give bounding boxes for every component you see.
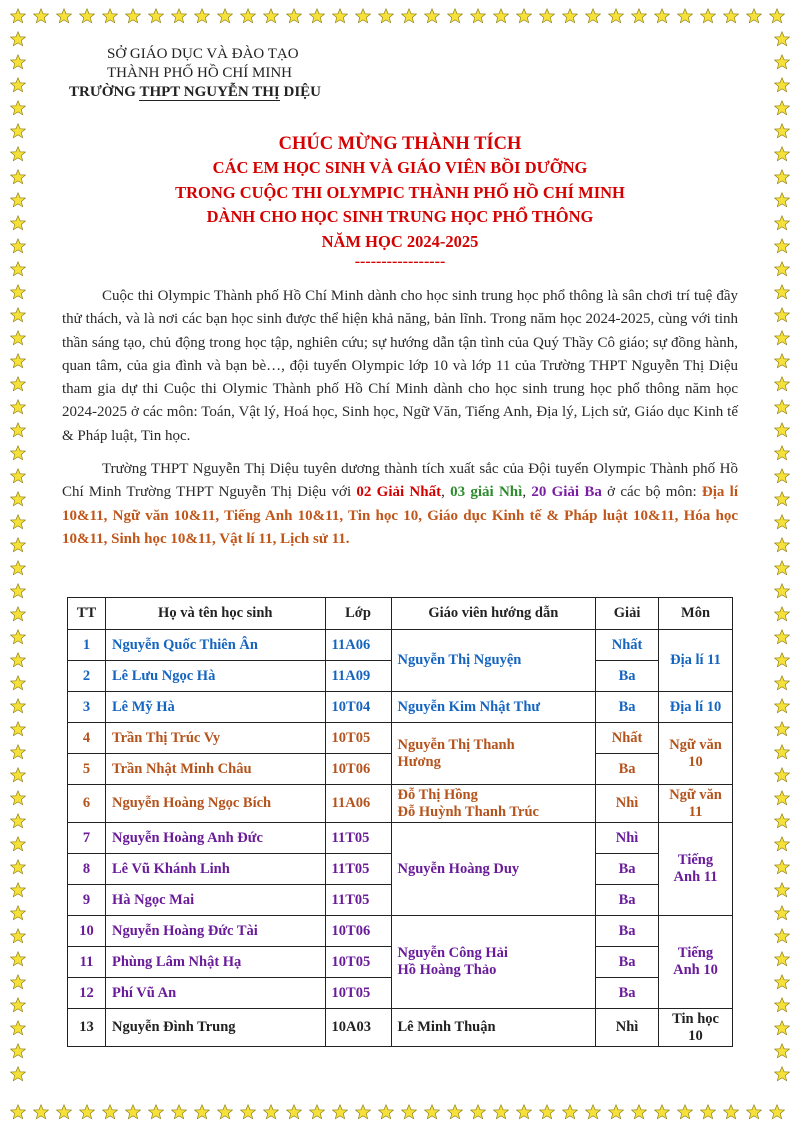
cell-tt: 7: [68, 823, 106, 854]
cell-subject: [659, 823, 733, 916]
star-icon: [516, 1104, 532, 1120]
star-icon: [10, 790, 26, 806]
title-line-2: CÁC EM HỌC SINH VÀ GIÁO VIÊN BỒI DƯỠNG: [212, 158, 588, 177]
star-icon: [240, 8, 256, 24]
star-icon: [10, 1104, 26, 1120]
header-subject: Môn: [659, 598, 733, 630]
star-icon: [774, 491, 790, 507]
cell-subject: Địa lí 11: [659, 630, 733, 692]
star-icon: [774, 284, 790, 300]
star-icon: [10, 1043, 26, 1059]
title-line-4: DÀNH CHO HỌC SINH TRUNG HỌC PHỔ THÔNG: [206, 207, 594, 226]
star-icon: [10, 928, 26, 944]
table-row: [68, 630, 733, 661]
cell-prize: Nhất: [596, 630, 659, 661]
cell-prize: Nhì: [596, 823, 659, 854]
star-icon: [10, 54, 26, 70]
star-icon: [769, 8, 785, 24]
cell-student-name: Lê Mỹ Hà: [105, 692, 325, 723]
title-line-5: NĂM HỌC 2024-2025: [321, 231, 479, 251]
star-icon: [585, 8, 601, 24]
subject-line: Anh 10: [673, 962, 718, 978]
cell-tt: 6: [68, 785, 106, 823]
star-icon: [10, 261, 26, 277]
star-icon: [10, 744, 26, 760]
star-icon: [700, 1104, 716, 1120]
star-icon: [562, 1104, 578, 1120]
cell-class: 10T04: [325, 692, 391, 723]
star-icon: [10, 169, 26, 185]
cell-student-name: Lê Lưu Ngọc Hà: [105, 661, 325, 692]
star-icon: [10, 445, 26, 461]
teacher-line: Nguyễn Công Hải: [397, 945, 508, 961]
cell-prize: Nhì: [596, 1009, 659, 1047]
cell-class: 11T05: [325, 885, 391, 916]
star-icon: [774, 997, 790, 1013]
star-icon: [774, 767, 790, 783]
cell-student-name: Hà Ngọc Mai: [105, 885, 325, 916]
star-icon: [470, 8, 486, 24]
star-icon: [10, 675, 26, 691]
subject-line: Tiếng: [677, 852, 714, 868]
cell-prize: Ba: [596, 916, 659, 947]
star-icon: [10, 330, 26, 346]
star-icon: [774, 744, 790, 760]
cell-class: 11A06: [325, 785, 391, 823]
star-icon: [194, 8, 210, 24]
cell-subject: Địa lí 10: [659, 692, 733, 723]
star-icon: [774, 31, 790, 47]
star-icon: [309, 8, 325, 24]
star-icon: [774, 905, 790, 921]
letterhead: [69, 45, 738, 102]
star-icon: [79, 8, 95, 24]
star-icon: [10, 31, 26, 47]
star-icon: [10, 606, 26, 622]
star-icon: [769, 1104, 785, 1120]
star-icon: [10, 284, 26, 300]
cell-student-name: Phí Vũ An: [105, 978, 325, 1009]
star-icon: [774, 146, 790, 162]
star-icon: [286, 8, 302, 24]
star-icon: [10, 238, 26, 254]
star-icon: [608, 1104, 624, 1120]
commendation-text: Trường THPT Nguyễn Thị Diệu tuyên dương thành tích xuất sắc của Đội tuyển Olympic Thành phố Hồ Chí Minh Trường THPT Nguyễn Thị Diệu với: [62, 461, 738, 501]
cell-student-name: Lê Vũ Khánh Linh: [105, 854, 325, 885]
star-icon: [10, 8, 26, 24]
star-icon: [10, 77, 26, 93]
star-icon: [774, 652, 790, 668]
star-icon: [447, 1104, 463, 1120]
star-icon: [774, 859, 790, 875]
cell-prize: Ba: [596, 885, 659, 916]
star-icon: [746, 1104, 762, 1120]
star-icon: [10, 813, 26, 829]
cell-teacher: [391, 723, 596, 785]
cell-class: 11A09: [325, 661, 391, 692]
star-icon: [355, 1104, 371, 1120]
teacher-line: Đỗ Huỳnh Thanh Trúc: [397, 803, 539, 820]
star-icon: [539, 1104, 555, 1120]
star-icon: [10, 951, 26, 967]
star-icon: [774, 192, 790, 208]
star-icon: [10, 422, 26, 438]
star-icon: [33, 1104, 49, 1120]
star-icon: [774, 928, 790, 944]
star-icon: [774, 514, 790, 530]
cell-student-name: Nguyễn Hoàng Đức Tài: [105, 916, 325, 947]
star-icon: [10, 215, 26, 231]
cell-student-name: Trần Nhật Minh Châu: [105, 754, 325, 785]
cell-tt: 4: [68, 723, 106, 754]
cell-teacher: Nguyễn Kim Nhật Thư: [391, 692, 596, 723]
star-icon: [378, 8, 394, 24]
subject-line: 10: [688, 753, 703, 770]
star-icon: [677, 1104, 693, 1120]
second-prize-count: 03 giải Nhì: [450, 484, 523, 501]
star-icon: [10, 537, 26, 553]
commendation-text-2: ở các bộ môn:: [601, 484, 702, 501]
star-icon: [774, 951, 790, 967]
intro-paragraph: Cuộc thi Olympic Thành phố Hồ Chí Minh dành cho học sinh trung học phổ thông là sân chơi trí tuệ đầy thử thách, và là nơi các bạn học sinh được thể hiện khả năng, bản lĩnh. Trong năm học 2024-2025, cùng với tinh thần sáng tạo, chủ động trong học tập, nghiên cứu; sự hướng dẫn tận tình của Quý Thầy Cô giáo; sự đồng hành, quan tâm, của gia đình và bạn bè…, đội tuyển Olympic lớp 10 và lớp 11 của Trường THPT Nguyễn Thị Diệu tham gia dự thi Cuộc thi Olymic Thành phố Hồ Chí Minh dành cho học sinh trung học phổ thông năm học 2024-2025 ở các môn: Toán, Vật lý, Hoá học, Sinh học, Ngữ Văn, Tiếng Anh, Địa lý, Lịch sử, Giáo dục Kinh tế & Pháp luật, Tin học.: [62, 288, 738, 444]
city-name: THÀNH PHỐ HỒ CHÍ MINH: [107, 65, 292, 81]
cell-student-name: Nguyễn Hoàng Ngọc Bích: [105, 785, 325, 823]
star-icon: [332, 8, 348, 24]
star-icon: [774, 422, 790, 438]
cell-prize: Ba: [596, 854, 659, 885]
star-icon: [10, 859, 26, 875]
star-icon: [10, 1020, 26, 1036]
star-icon: [774, 882, 790, 898]
cell-class: 10T05: [325, 978, 391, 1009]
cell-prize: Nhì: [596, 785, 659, 823]
star-icon: [10, 882, 26, 898]
star-icon: [10, 514, 26, 530]
cell-class: 10T05: [325, 947, 391, 978]
cell-tt: 2: [68, 661, 106, 692]
star-icon: [723, 1104, 739, 1120]
sep-2: ,: [522, 484, 532, 501]
table-row: [68, 785, 733, 823]
teacher-line: Đỗ Thị Hồng: [397, 786, 478, 803]
star-icon: [774, 606, 790, 622]
star-icon: [10, 652, 26, 668]
star-icon: [10, 307, 26, 323]
school-name: [69, 83, 738, 102]
star-icon: [10, 836, 26, 852]
title-line-1: CHÚC MỪNG THÀNH TÍCH: [278, 134, 522, 154]
star-icon: [148, 1104, 164, 1120]
cell-tt: 8: [68, 854, 106, 885]
star-icon: [774, 721, 790, 737]
star-icon: [10, 583, 26, 599]
subject-line: Tin học: [672, 1010, 719, 1027]
star-icon: [774, 54, 790, 70]
cell-tt: 1: [68, 630, 106, 661]
cell-class: 11A06: [325, 630, 391, 661]
star-icon: [10, 629, 26, 645]
star-icon: [774, 77, 790, 93]
star-icon: [79, 1104, 95, 1120]
star-icon: [286, 1104, 302, 1120]
star-icon: [539, 8, 555, 24]
star-icon: [774, 307, 790, 323]
star-icon: [10, 997, 26, 1013]
star-icon: [700, 8, 716, 24]
table-row: [68, 692, 733, 723]
star-icon: [654, 1104, 670, 1120]
star-icon: [774, 537, 790, 553]
cell-student-name: Nguyễn Hoàng Anh Đức: [105, 823, 325, 854]
star-icon: [774, 629, 790, 645]
star-icon: [56, 8, 72, 24]
header-teacher: Giáo viên hướng dẫn: [391, 598, 596, 630]
cell-prize: Ba: [596, 754, 659, 785]
star-icon: [171, 1104, 187, 1120]
star-icon: [217, 8, 233, 24]
cell-subject: [659, 723, 733, 785]
teacher-line: Hương: [397, 753, 441, 770]
star-icon: [401, 1104, 417, 1120]
cell-tt: 12: [68, 978, 106, 1009]
star-icon: [263, 8, 279, 24]
star-icon: [424, 1104, 440, 1120]
star-icon: [774, 330, 790, 346]
star-icon: [10, 146, 26, 162]
star-icon: [774, 100, 790, 116]
star-icon: [10, 468, 26, 484]
star-icon: [774, 376, 790, 392]
subject-line: 10: [688, 1027, 703, 1044]
star-icon: [585, 1104, 601, 1120]
cell-student-name: Nguyễn Quốc Thiên Ân: [105, 630, 325, 661]
star-icon: [774, 1020, 790, 1036]
commendation-paragraph: [62, 458, 738, 551]
cell-tt: 3: [68, 692, 106, 723]
cell-class: 10A03: [325, 1009, 391, 1047]
cell-teacher: Lê Minh Thuận: [391, 1009, 596, 1047]
star-icon: [723, 8, 739, 24]
cell-prize: Ba: [596, 978, 659, 1009]
star-icon: [774, 399, 790, 415]
cell-tt: 9: [68, 885, 106, 916]
cell-subject: [659, 1009, 733, 1047]
title-block: [62, 132, 738, 270]
star-icon: [774, 169, 790, 185]
cell-subject: [659, 785, 733, 823]
star-icon: [401, 8, 417, 24]
star-icon: [562, 8, 578, 24]
star-icon: [10, 560, 26, 576]
star-icon: [125, 8, 141, 24]
star-icon: [774, 813, 790, 829]
cell-student-name: Nguyễn Đình Trung: [105, 1009, 325, 1047]
subject-line: Ngữ văn: [669, 736, 722, 753]
cell-prize: Ba: [596, 692, 659, 723]
school-suffix: DIỆU: [279, 84, 322, 100]
cell-class: 11T05: [325, 823, 391, 854]
star-icon: [309, 1104, 325, 1120]
star-icon: [424, 8, 440, 24]
star-icon: [774, 468, 790, 484]
star-icon: [774, 790, 790, 806]
star-icon: [125, 1104, 141, 1120]
star-icon: [10, 376, 26, 392]
subject-line: 11: [688, 803, 703, 820]
cell-prize: Ba: [596, 947, 659, 978]
star-icon: [774, 123, 790, 139]
title-divider: -----------------: [354, 253, 446, 270]
star-icon: [774, 238, 790, 254]
star-icon: [10, 905, 26, 921]
cell-tt: 13: [68, 1009, 106, 1047]
table-row: [68, 823, 733, 854]
star-icon: [10, 399, 26, 415]
subject-line: Anh 11: [673, 869, 718, 885]
cell-teacher: [391, 785, 596, 823]
cell-teacher: Nguyễn Hoàng Duy: [391, 823, 596, 916]
star-icon: [194, 1104, 210, 1120]
star-icon: [263, 1104, 279, 1120]
document-body: [62, 45, 738, 551]
header-prize: Giải: [596, 598, 659, 630]
cell-tt: 5: [68, 754, 106, 785]
star-icon: [10, 1066, 26, 1082]
star-icon: [332, 1104, 348, 1120]
star-icon: [447, 8, 463, 24]
star-icon: [746, 8, 762, 24]
star-icon: [774, 675, 790, 691]
cell-teacher: [391, 916, 596, 1009]
cell-tt: 11: [68, 947, 106, 978]
star-icon: [774, 215, 790, 231]
star-icon: [148, 8, 164, 24]
cell-tt: 10: [68, 916, 106, 947]
star-icon: [774, 445, 790, 461]
star-icon: [608, 8, 624, 24]
header-tt: TT: [68, 598, 106, 630]
cell-subject: [659, 916, 733, 1009]
school-name-underlined: THPT NGUYỄN THỊ: [139, 84, 280, 100]
cell-class: 10T06: [325, 754, 391, 785]
table-row: [68, 1009, 733, 1047]
star-icon: [774, 261, 790, 277]
star-icon: [10, 767, 26, 783]
subject-list: Địa lí 10&11, Ngữ văn 10&11, Tiếng Anh 10&11, Tin học 10, Giáo dục Kinh tế & Pháp luật 10&11, Hóa học 10&11, Sinh học 10&11, Vật lí 11, Lịch sử 11.: [62, 484, 738, 547]
cell-class: 10T05: [325, 723, 391, 754]
star-icon: [10, 698, 26, 714]
star-icon: [33, 8, 49, 24]
star-icon: [493, 8, 509, 24]
cell-student-name: Phùng Lâm Nhật Hạ: [105, 947, 325, 978]
star-icon: [10, 353, 26, 369]
star-icon: [631, 8, 647, 24]
cell-student-name: Trần Thị Trúc Vy: [105, 723, 325, 754]
star-icon: [56, 1104, 72, 1120]
star-icon: [355, 8, 371, 24]
star-icon: [631, 1104, 647, 1120]
star-icon: [10, 974, 26, 990]
department-name: SỞ GIÁO DỤC VÀ ĐÀO TẠO: [107, 46, 299, 62]
cell-class: 10T06: [325, 916, 391, 947]
star-icon: [774, 974, 790, 990]
star-icon: [240, 1104, 256, 1120]
table-row: [68, 916, 733, 947]
star-icon: [10, 123, 26, 139]
third-prize-count: 20 Giải Ba: [531, 484, 602, 501]
star-icon: [470, 1104, 486, 1120]
star-icon: [774, 560, 790, 576]
star-icon: [171, 8, 187, 24]
teacher-line: Nguyễn Thị Thanh: [397, 736, 515, 753]
teacher-line: Hồ Hoàng Thảo: [397, 962, 497, 978]
title-line-3: TRONG CUỘC THI OLYMPIC THÀNH PHỐ HỒ CHÍ MINH: [175, 182, 625, 202]
star-icon: [774, 1066, 790, 1082]
star-icon: [493, 1104, 509, 1120]
star-icon: [774, 698, 790, 714]
star-icon: [774, 1043, 790, 1059]
star-icon: [774, 836, 790, 852]
cell-class: 11T05: [325, 854, 391, 885]
star-icon: [516, 8, 532, 24]
star-icon: [102, 8, 118, 24]
star-icon: [10, 721, 26, 737]
star-icon: [654, 8, 670, 24]
star-icon: [10, 100, 26, 116]
header-class: Lớp: [325, 598, 391, 630]
table-header-row: [68, 598, 733, 630]
cell-teacher: Nguyễn Thị Nguyện: [391, 630, 596, 692]
star-icon: [10, 491, 26, 507]
cell-prize: Nhất: [596, 723, 659, 754]
star-icon: [378, 1104, 394, 1120]
star-icon: [774, 353, 790, 369]
first-prize-count: 02 Giải Nhất: [356, 484, 442, 501]
subject-line: Ngữ văn: [669, 786, 722, 803]
star-icon: [217, 1104, 233, 1120]
sep-1: ,: [441, 484, 451, 501]
cell-prize: Ba: [596, 661, 659, 692]
star-icon: [677, 8, 693, 24]
star-icon: [10, 192, 26, 208]
header-student-name: Họ và tên học sinh: [105, 598, 325, 630]
star-icon: [774, 583, 790, 599]
table-row: [68, 723, 733, 754]
star-icon: [102, 1104, 118, 1120]
results-table: [67, 597, 733, 1047]
school-prefix: TRƯỜNG: [69, 84, 140, 100]
subject-line: Tiếng: [677, 945, 714, 961]
